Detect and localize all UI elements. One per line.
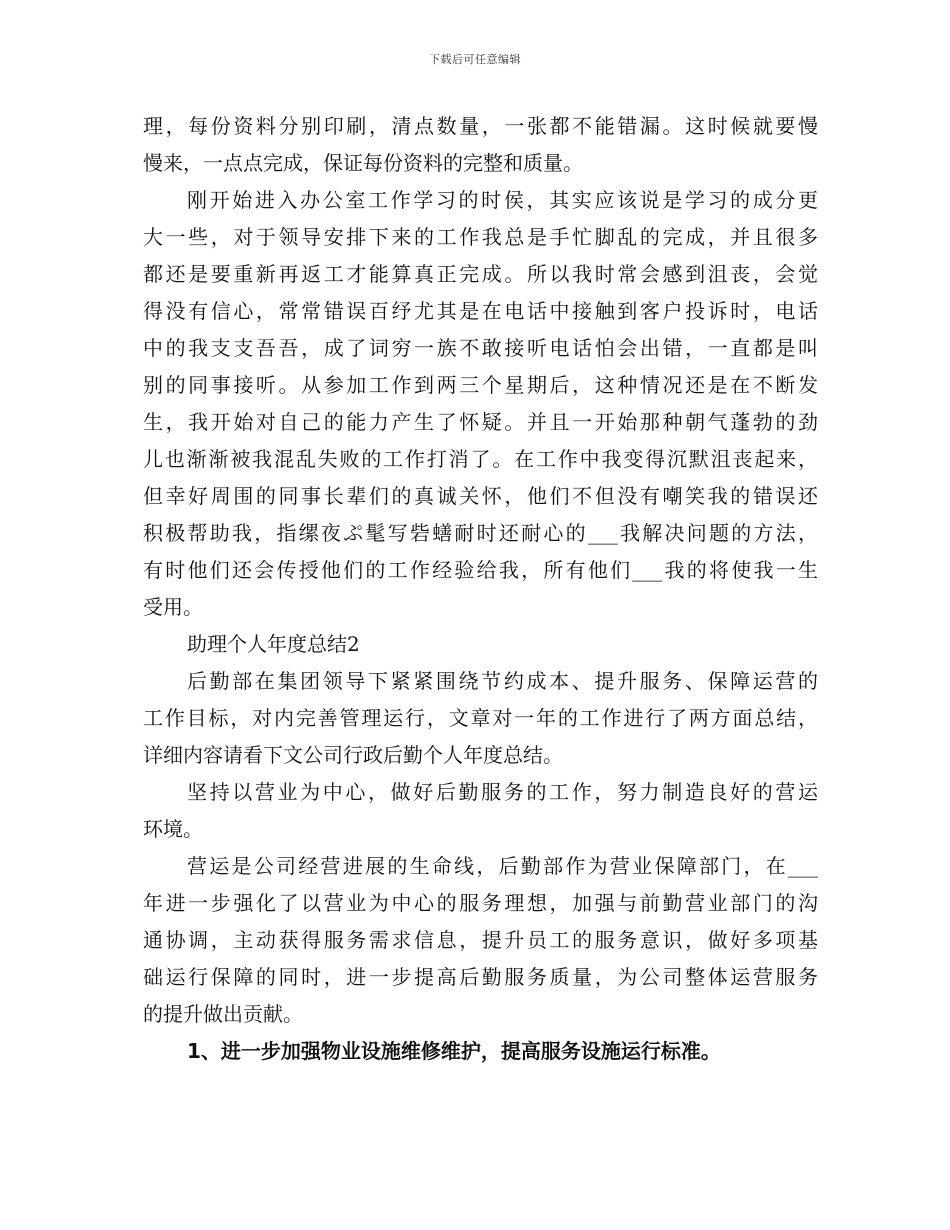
paragraph-line: 慢来，一点点完成，保证每份资料的完整和质量。 xyxy=(143,151,583,175)
paragraph-line: 但幸好周围的同事长辈们的真诚关怀，他们不但没有嘲笑我的错误还 xyxy=(143,484,818,508)
paragraph-line: 营运是公司经营进展的生命线，后勤部作为营业保障部门，在___ xyxy=(187,854,818,878)
bold-subheading: 1、进一步加强物业设施维修维护，提高服务设施运行标准。 xyxy=(187,1039,721,1063)
paragraph-line: 大一些，对于领导安排下来的工作我总是手忙脚乱的完成，并且很多 xyxy=(143,225,818,249)
section-heading: 助理个人年度总结2 xyxy=(187,632,360,656)
paragraph-line: 刚开始进入办公室工作学习的时侯，其实应该说是学习的成分更 xyxy=(187,188,818,212)
paragraph-line: 坚持以营业为中心，做好后勤服务的工作，努力制造良好的营运 xyxy=(187,780,818,804)
paragraph-line: 别的同事接听。从参加工作到两三个星期后，这种情况还是在不断发 xyxy=(143,373,818,397)
document-body xyxy=(143,108,818,1070)
paragraph-line: 得没有信心，常常错误百纾尤其是在电话中接触到客户投诉时，电话 xyxy=(143,299,818,323)
page-header: 下载后可任意编辑 xyxy=(429,53,521,66)
paragraph-line: 有时他们还会传授他们的工作经验给我，所有他们___我的将使我一生 xyxy=(143,558,818,582)
paragraph-line: 积极帮助我，指缧夜ぷ髦写砦蟮耐时还耐心的___我解决问题的方法， xyxy=(143,521,818,545)
paragraph-line: 中的我支支吾吾，成了词穷一族不敢接听电话怕会出错，一直都是叫 xyxy=(143,336,818,360)
paragraph-line: 详细内容请看下文公司行政后勤个人年度总结。 xyxy=(143,743,563,767)
paragraph-line: 础运行保障的同时，进一步提高后勤服务质量，为公司整体运营服务 xyxy=(143,965,818,989)
paragraph-line: 的提升做出贡献。 xyxy=(143,1002,303,1026)
paragraph-line: 年进一步强化了以营业为中心的服务理想，加强与前勤营业部门的沟 xyxy=(143,891,818,915)
paragraph-line: 后勤部在集团领导下紧紧围绕节约成本、提升服务、保障运营的 xyxy=(187,669,818,693)
paragraph-line: 环境。 xyxy=(143,817,203,841)
paragraph-line: 理，每份资料分别印刷，清点数量，一张都不能错漏。这时候就要慢 xyxy=(143,114,818,138)
paragraph-line: 受用。 xyxy=(143,595,203,619)
paragraph-line: 儿也渐渐被我混乱失败的工作打消了。在工作中我变得沉默沮丧起来， xyxy=(143,447,818,471)
paragraph-line: 通协调，主动获得服务需求信息，提升员工的服务意识，做好多项基 xyxy=(143,928,818,952)
paragraph-line: 工作目标，对内完善管理运行，文章对一年的工作进行了两方面总结， xyxy=(143,706,818,730)
paragraph-line: 都还是要重新再返工才能算真正完成。所以我时常会感到沮丧，会觉 xyxy=(143,262,818,286)
paragraph-line: 生，我开始对自己的能力产生了怀疑。并且一开始那种朝气蓬勃的劲 xyxy=(143,410,818,434)
